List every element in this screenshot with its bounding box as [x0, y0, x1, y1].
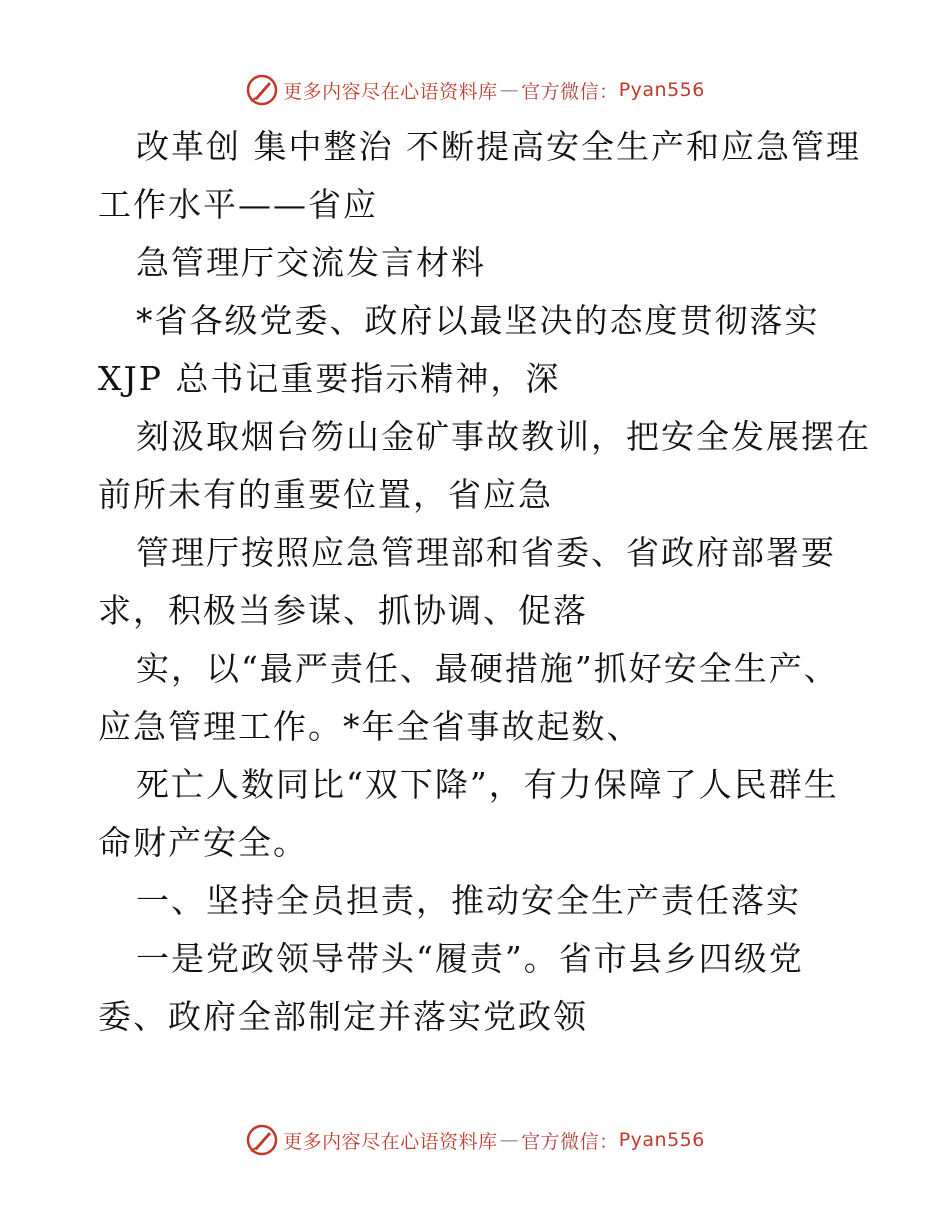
- text-line-12: 死亡人数同比“双下降”，有力保障了人民群生: [136, 765, 839, 804]
- text-line-3: 急管理厅交流发言材料: [136, 243, 486, 282]
- text-line-7: 前所未有的重要位置，省应急: [98, 475, 553, 514]
- section-heading: 一、坚持全员担责，推动安全生产责任落实: [136, 881, 801, 920]
- text-line-13: 命财产安全。: [98, 823, 308, 862]
- watermark-header: [0, 70, 950, 110]
- text-line-16: 委、政府全部制定并落实党政领: [98, 997, 588, 1036]
- text-line-2: 工作水平——省应: [98, 185, 378, 224]
- text-line-11: 应急管理工作。*年全省事故起数、: [98, 707, 642, 746]
- text-line-10: 实，以“最严责任、最硬措施”抓好安全生产、: [136, 649, 839, 688]
- text-line-6: 刻汲取烟台笏山金矿事故教训，把安全发展摆在: [136, 417, 871, 456]
- text-line-9: 求，积极当参谋、抓协调、促落: [98, 591, 588, 630]
- watermark-text: 更多内容尽在心语资料库: [283, 80, 498, 103]
- watermark-separator: —: [499, 1129, 520, 1151]
- watermark-wechat-id: Pyan556: [618, 1129, 705, 1151]
- watermark-text: 更多内容尽在心语资料库: [283, 1130, 498, 1153]
- text-line-1: 改革创 集中整治 不断提高安全生产和应急管理: [136, 127, 861, 166]
- watermark-footer: [0, 1120, 950, 1160]
- watermark-official-label: 官方微信：: [521, 80, 619, 103]
- text-line-15: 一是党政领导带头“履责”。省市县乡四级党: [136, 939, 804, 978]
- quill-logo-icon: [245, 73, 279, 107]
- watermark-wechat-id: Pyan556: [618, 79, 705, 101]
- watermark-separator: —: [499, 79, 520, 101]
- text-line-5: XJP 总书记重要指示精神，深: [98, 359, 561, 398]
- document-body: [98, 118, 871, 1046]
- watermark-official-label: 官方微信：: [521, 1130, 619, 1153]
- text-line-8: 管理厅按照应急管理部和省委、省政府部署要: [136, 533, 836, 572]
- quill-logo-icon: [245, 1123, 279, 1157]
- text-line-4: *省各级党委、政府以最坚决的态度贯彻落实: [136, 301, 820, 340]
